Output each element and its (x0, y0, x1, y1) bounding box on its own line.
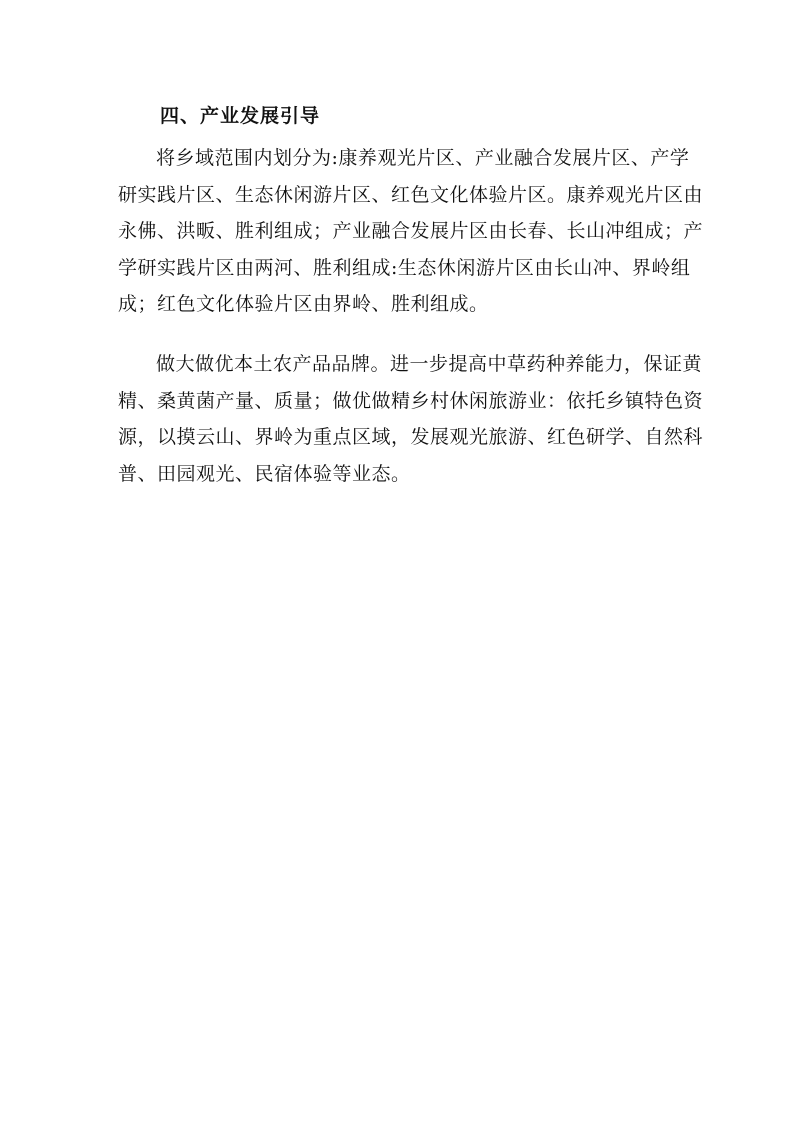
paragraph-line: 研实践片区、生态休闲游片区、红色文化体验片区。康养观光片区由 (118, 183, 704, 206)
paragraph-line: 永佛、洪畈、胜利组成；产业融合发展片区由长春、长山冲组成；产 (118, 220, 704, 242)
paragraph-line: 源，以摸云山、界岭为重点区域，发展观光旅游、红色研学、自然科 (118, 426, 704, 448)
paragraph-line: 将乡域范围内划分为:康养观光片区、产业融合发展片区、产学 (156, 147, 690, 169)
paragraph-zoning (118, 140, 704, 323)
paragraph-industry (118, 346, 704, 492)
paragraph-line: 精、桑黄菌产量、质量；做优做精乡村休闲旅游业：依托乡镇特色资 (118, 389, 704, 412)
paragraph-line: 普、田园观光、民宿体验等业态。 (118, 462, 411, 485)
section-heading: 四、产业发展引导 (160, 105, 321, 127)
paragraph-line: 做大做优本土农产品品牌。进一步提高中草药种养能力，保证黄 (156, 353, 703, 375)
paragraph-line: 学研实践片区由两河、胜利组成:生态休闲游片区由长山冲、界岭组 (118, 256, 691, 279)
paragraph-line: 成；红色文化体验片区由界岭、胜利组成。 (118, 293, 489, 315)
